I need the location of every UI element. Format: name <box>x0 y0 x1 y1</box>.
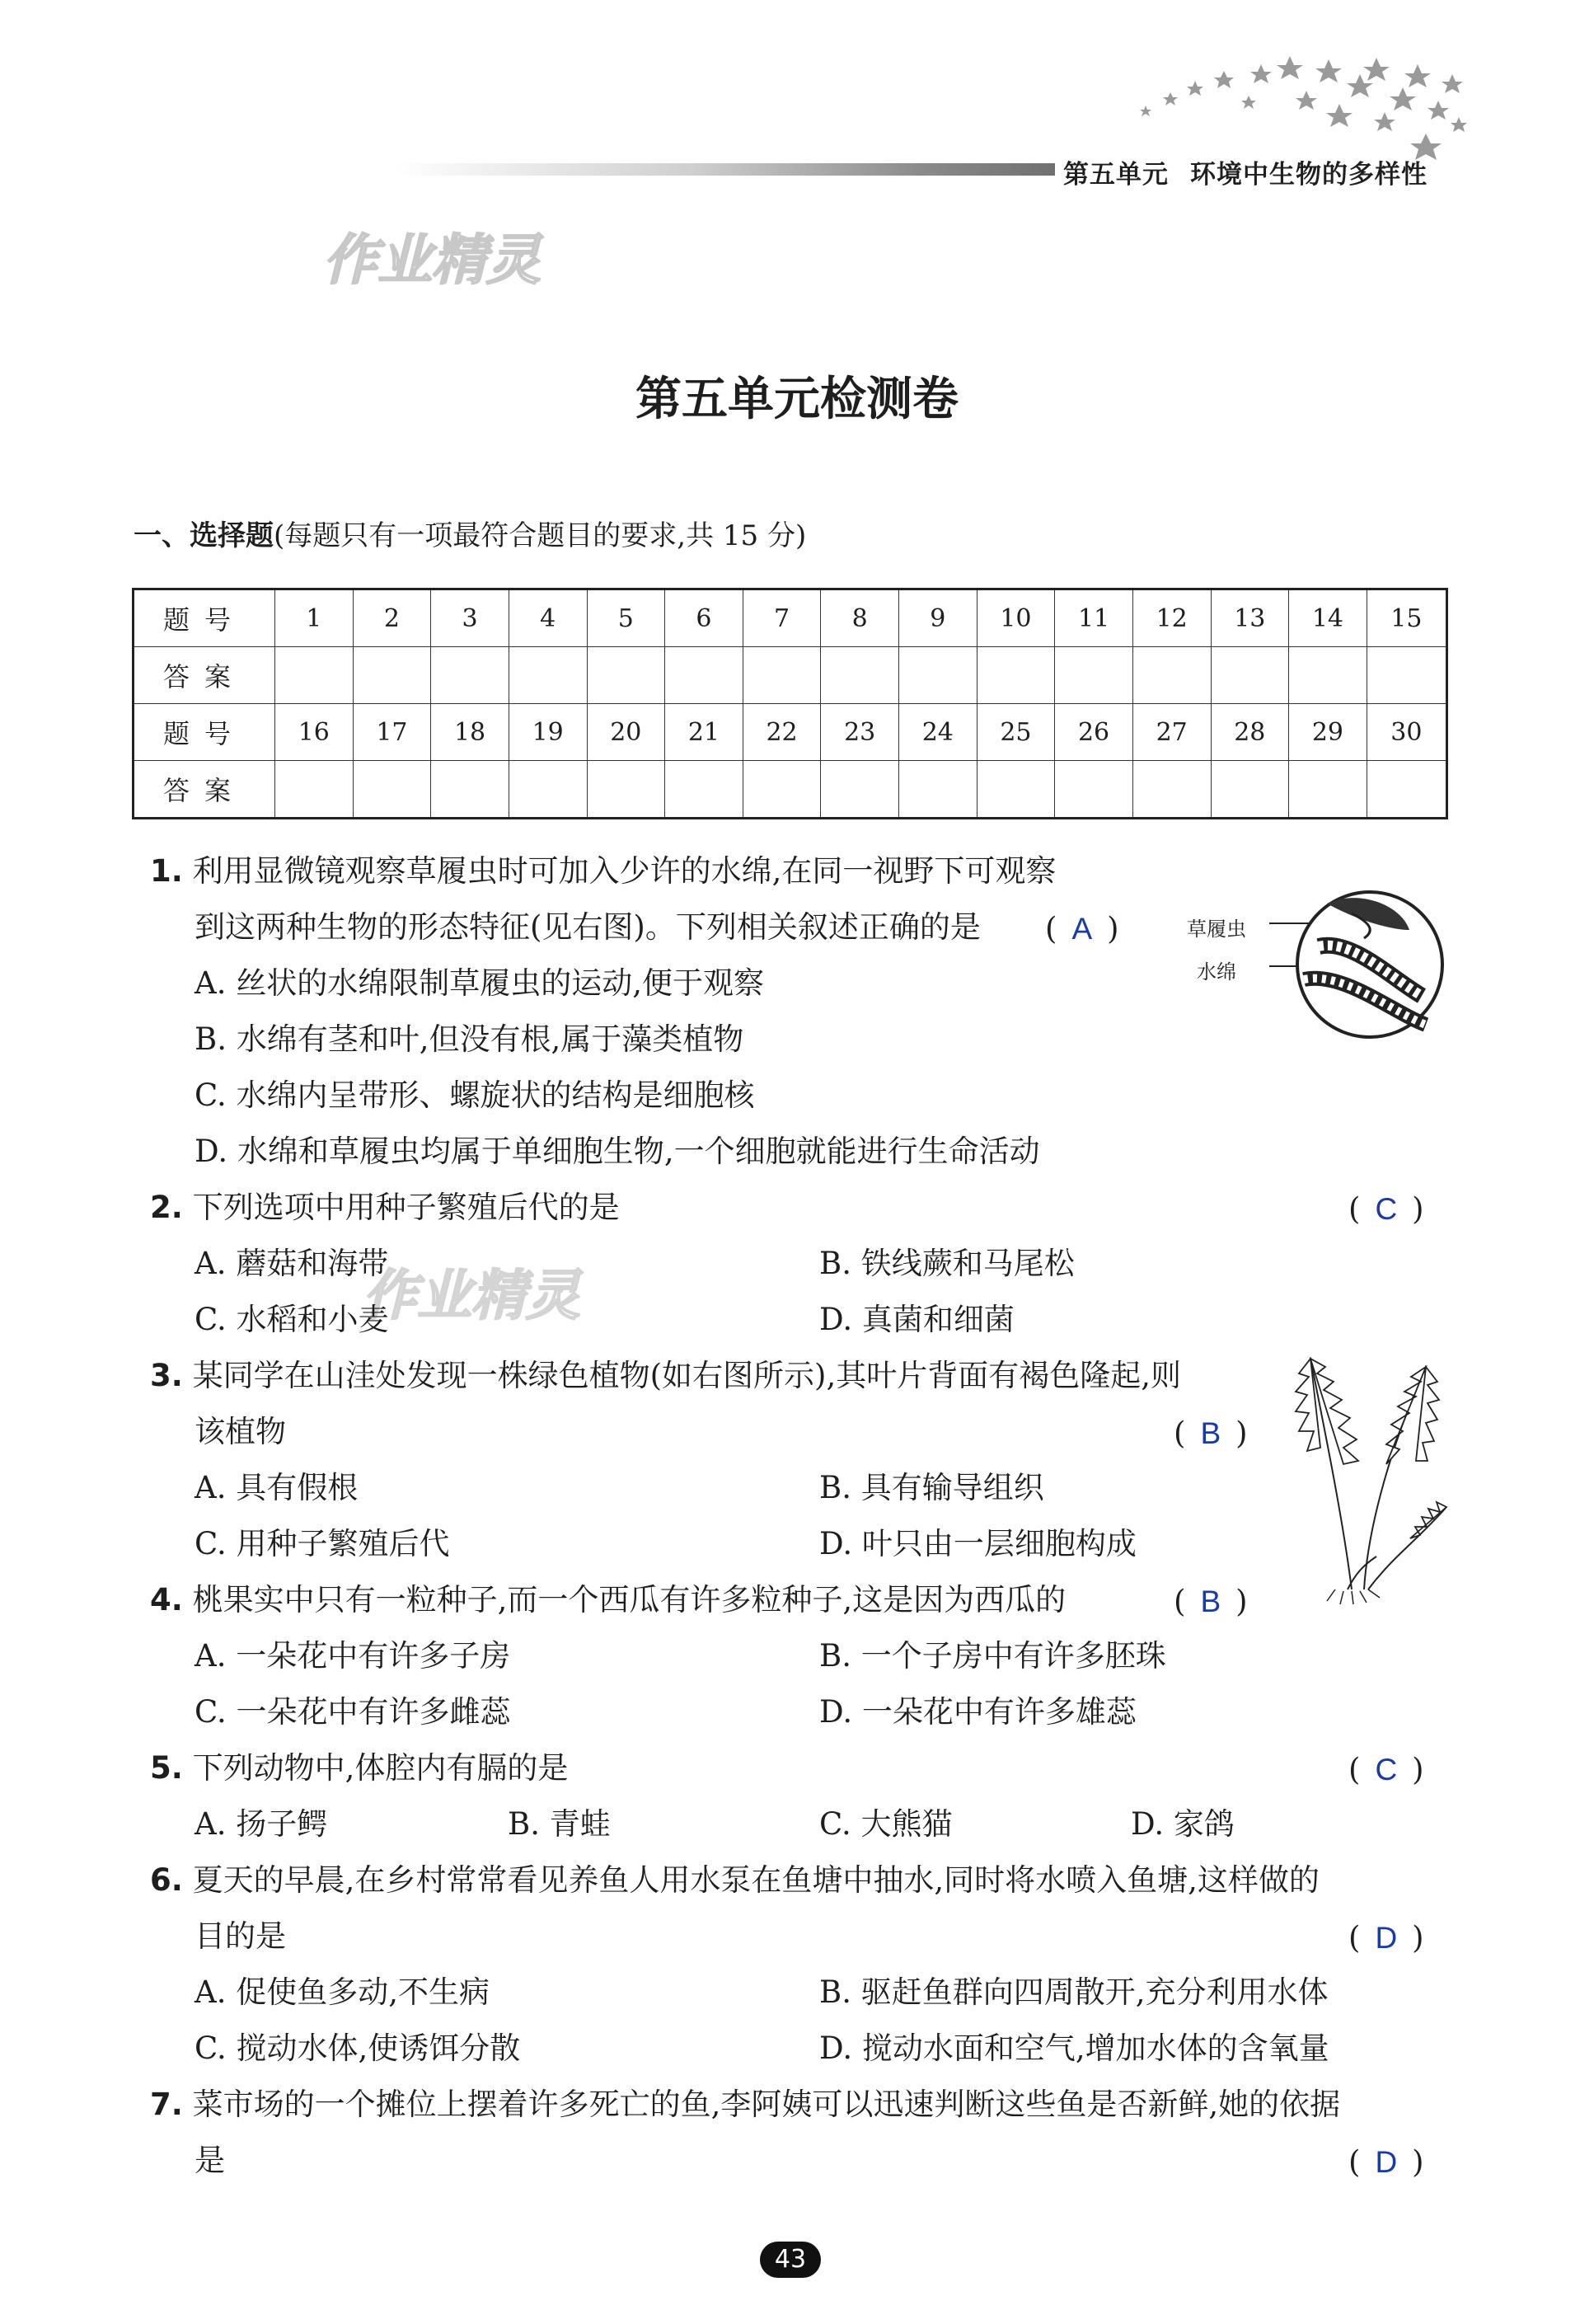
header-topic: 环境中生物的多样性 <box>1190 160 1428 190</box>
option: B. 具有输导组织 <box>819 1470 1044 1505</box>
option: C. 搅动水体,使诱饵分散 <box>195 2031 521 2066</box>
answer-cell[interactable] <box>431 761 509 819</box>
qnum-cell: 27 <box>1132 704 1211 761</box>
question-text: 夏天的早晨,在乡村常常看见养鱼人用水泵在鱼塘中抽水,同时将水喷入鱼塘,这样做的 <box>192 1862 1320 1898</box>
answer-cell[interactable] <box>353 761 431 819</box>
question-3-stem-line2: 该植物 <box>195 1414 286 1449</box>
table-row-numbers-1 <box>134 589 1447 647</box>
option: D. 真菌和细菌 <box>819 1302 1015 1337</box>
answer-cell[interactable] <box>431 647 509 704</box>
qnum-cell: 5 <box>587 589 665 647</box>
question-number: 7. <box>150 2087 183 2122</box>
option: C. 一朵花中有许多雌蕊 <box>195 1694 511 1730</box>
qnum-cell: 11 <box>1055 589 1133 647</box>
question-2-answer: C <box>1375 1192 1398 1226</box>
answer-cell[interactable] <box>1211 647 1289 704</box>
option: A. 促使鱼多动,不生病 <box>195 1974 490 2010</box>
qnum-cell: 16 <box>275 704 354 761</box>
option: C. 水稻和小麦 <box>195 1302 389 1337</box>
answer-cell[interactable] <box>1132 647 1211 704</box>
header-title <box>1063 153 1428 190</box>
question-number: 1. <box>150 853 183 889</box>
question-text: 到这两种生物的形态特征(见右图)。下列相关叙述正确的是 <box>195 909 981 945</box>
answer-cell[interactable] <box>587 647 665 704</box>
question-4-answer: B <box>1200 1585 1221 1618</box>
answer-cell[interactable] <box>509 761 587 819</box>
qnum-cell: 26 <box>1055 704 1133 761</box>
figure-label-paramecium: 草履虫 <box>1187 918 1246 941</box>
question-6-stem-line2: 目的是 <box>195 1918 286 1954</box>
question-4-answer-bracket: ( B ) <box>1174 1584 1248 1619</box>
question-5-stem <box>150 1748 568 1789</box>
qnum-cell: 14 <box>1289 589 1367 647</box>
option: D. 搅动水面和空气,增加水体的含氧量 <box>819 2031 1329 2066</box>
option: B. 驱赶鱼群向四周散开,充分利用水体 <box>819 1974 1329 2010</box>
option: D. 一朵花中有许多雄蕊 <box>819 1694 1137 1730</box>
section-heading <box>134 513 806 553</box>
answer-table <box>132 588 1448 819</box>
question-7-answer-bracket: ( D ) <box>1348 2144 1424 2180</box>
question-1-answer-bracket: ( A ) <box>1045 911 1119 946</box>
watermark-middle: 作业精灵 <box>363 1264 580 1327</box>
qnum-cell: 9 <box>899 589 977 647</box>
question-text: 某同学在山洼处发现一株绿色植物(如右图所示),其叶片背面有褐色隆起,则 <box>192 1358 1181 1393</box>
qnum-cell: 4 <box>509 589 587 647</box>
option: D. 叶只由一层细胞构成 <box>819 1526 1137 1561</box>
question-3-stem-line1 <box>150 1355 1181 1397</box>
qnum-cell: 28 <box>1211 704 1289 761</box>
section-note: (每题只有一项最符合题目的要求,共 15 分) <box>274 519 807 552</box>
answer-cell[interactable] <box>353 647 431 704</box>
question-5-answer: C <box>1375 1753 1398 1786</box>
qnum-cell: 8 <box>821 589 899 647</box>
question-text: 菜市场的一个摊位上摆着许多死亡的鱼,李阿姨可以迅速判断这些鱼是否新鲜,她的依据 <box>192 2087 1341 2122</box>
row-label-answer: 答案 <box>134 761 275 819</box>
question-text: 桃果实中只有一粒种子,而一个西瓜有许多粒种子,这是因为西瓜的 <box>192 1582 1067 1617</box>
answer-cell[interactable] <box>899 761 977 819</box>
qnum-cell: 2 <box>353 589 431 647</box>
table-row-numbers-2 <box>134 704 1447 761</box>
question-number: 5. <box>150 1750 183 1786</box>
question-6-answer-bracket: ( D ) <box>1348 1920 1424 1955</box>
qnum-cell: 20 <box>587 704 665 761</box>
qnum-cell: 22 <box>743 704 821 761</box>
answer-cell[interactable] <box>1211 761 1289 819</box>
option: A. 扬子鳄 <box>195 1806 328 1842</box>
qnum-cell: 30 <box>1367 704 1446 761</box>
question-6-answer: D <box>1375 1921 1398 1955</box>
option: D. 家鸽 <box>1131 1806 1235 1842</box>
answer-cell[interactable] <box>899 647 977 704</box>
question-1-answer: A <box>1071 912 1093 946</box>
header-unit: 第五单元 <box>1063 160 1169 190</box>
figure-label-spirogyra: 水绵 <box>1197 960 1236 984</box>
page-title: 第五单元检测卷 <box>635 372 959 426</box>
question-3-answer: B <box>1200 1416 1221 1450</box>
question-4-stem <box>150 1580 1066 1621</box>
answer-cell[interactable] <box>1055 761 1133 819</box>
microscope-figure <box>1269 880 1451 1045</box>
qnum-cell: 23 <box>821 704 899 761</box>
question-1-stem-line2 <box>195 907 981 948</box>
qnum-cell: 12 <box>1132 589 1211 647</box>
answer-cell[interactable] <box>1289 647 1367 704</box>
question-number: 2. <box>150 1190 183 1225</box>
answer-cell[interactable] <box>275 647 354 704</box>
qnum-cell: 3 <box>431 589 509 647</box>
option: A. 具有假根 <box>195 1470 359 1505</box>
option: A. 一朵花中有许多子房 <box>195 1638 511 1674</box>
answer-cell[interactable] <box>743 761 821 819</box>
table-row-answers-2 <box>134 761 1447 819</box>
qnum-cell: 1 <box>275 589 354 647</box>
option: B. 青蛙 <box>508 1806 611 1842</box>
answer-cell[interactable] <box>1367 647 1446 704</box>
question-text: 下列选项中用种子繁殖后代的是 <box>192 1190 620 1225</box>
question-2-stem <box>150 1187 620 1228</box>
option: D. 水绵和草履虫均属于单细胞生物,一个细胞就能进行生命活动 <box>195 1134 1040 1169</box>
question-2-answer-bracket: ( C ) <box>1348 1191 1424 1227</box>
qnum-cell: 6 <box>665 589 743 647</box>
answer-cell[interactable] <box>275 761 354 819</box>
table-row-answers-1 <box>134 647 1447 704</box>
answer-cell[interactable] <box>977 647 1055 704</box>
answer-cell[interactable] <box>587 761 665 819</box>
option: C. 大熊猫 <box>819 1806 953 1842</box>
answer-cell[interactable] <box>1289 761 1367 819</box>
qnum-cell: 15 <box>1367 589 1446 647</box>
qnum-cell: 25 <box>977 704 1055 761</box>
question-7-stem-line1 <box>150 2084 1340 2125</box>
qnum-cell: 24 <box>899 704 977 761</box>
question-number: 3. <box>150 1358 183 1393</box>
answer-cell[interactable] <box>977 761 1055 819</box>
option: C. 水绵内呈带形、螺旋状的结构是细胞核 <box>195 1077 755 1113</box>
answer-cell[interactable] <box>665 647 743 704</box>
qnum-cell: 13 <box>1211 589 1289 647</box>
question-number: 6. <box>150 1862 183 1898</box>
row-label-number: 题号 <box>134 704 275 761</box>
fern-figure <box>1286 1342 1467 1606</box>
row-label-answer: 答案 <box>134 647 275 704</box>
qnum-cell: 21 <box>665 704 743 761</box>
answer-cell[interactable] <box>1132 761 1211 819</box>
answer-cell[interactable] <box>743 647 821 704</box>
qnum-cell: 7 <box>743 589 821 647</box>
header-bar <box>396 163 1055 176</box>
option: A. 丝状的水绵限制草履虫的运动,便于观察 <box>195 965 765 1001</box>
answer-cell[interactable] <box>665 761 743 819</box>
question-number: 4. <box>150 1582 183 1617</box>
qnum-cell: 17 <box>353 704 431 761</box>
answer-cell[interactable] <box>821 761 899 819</box>
section-label: 一、选择题 <box>134 519 274 552</box>
question-5-answer-bracket: ( C ) <box>1348 1752 1424 1787</box>
question-7-answer: D <box>1375 2145 1398 2179</box>
answer-cell[interactable] <box>821 647 899 704</box>
question-6-stem-line1 <box>150 1860 1320 1901</box>
watermark-top: 作业精灵 <box>323 228 541 292</box>
qnum-cell: 29 <box>1289 704 1367 761</box>
question-text: 下列动物中,体腔内有膈的是 <box>192 1750 569 1786</box>
qnum-cell: 10 <box>977 589 1055 647</box>
question-3-answer-bracket: ( B ) <box>1174 1416 1248 1451</box>
option: B. 一个子房中有许多胚珠 <box>819 1638 1166 1674</box>
option: B. 水绵有茎和叶,但没有根,属于藻类植物 <box>195 1021 744 1057</box>
question-1-stem-line1 <box>150 851 1056 892</box>
qnum-cell: 19 <box>509 704 587 761</box>
answer-cell[interactable] <box>509 647 587 704</box>
qnum-cell: 18 <box>431 704 509 761</box>
row-label-number: 题号 <box>134 589 275 647</box>
answer-cell[interactable] <box>1055 647 1133 704</box>
question-text: 利用显微镜观察草履虫时可加入少许的水绵,在同一视野下可观察 <box>192 853 1057 889</box>
question-7-stem-line2: 是 <box>195 2143 225 2178</box>
answer-cell[interactable] <box>1367 761 1446 819</box>
option: C. 用种子繁殖后代 <box>195 1526 450 1561</box>
page-number: 43 <box>760 2242 821 2278</box>
option: A. 蘑菇和海带 <box>195 1246 389 1281</box>
option: B. 铁线蕨和马尾松 <box>819 1246 1075 1281</box>
